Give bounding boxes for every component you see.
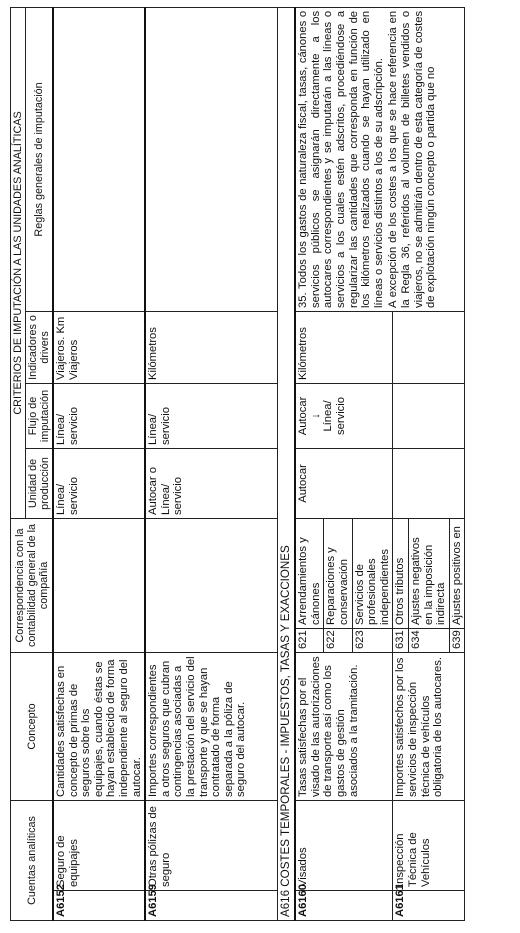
table-row-a6160 <box>295 7 324 920</box>
account-code: A6159 <box>145 891 277 921</box>
header-group-title: CRITERIOS DE IMPUTACIÓN A LAS UNIDADES ANALÍTICAS <box>11 7 26 518</box>
rotated-table-page <box>10 8 506 921</box>
concept-text: Tasas satisfechas por el visado de las autorizaciones de transporte así como los gastos de gestión asociados a la tramitación. <box>295 652 393 800</box>
header-indicadores: Indicadores o drivers <box>26 311 54 383</box>
account-name: Visados <box>295 800 393 890</box>
gl-account-number: 639 <box>449 628 465 652</box>
gl-account-number: 634 <box>409 628 450 652</box>
imputation-flow <box>295 383 393 448</box>
drivers <box>393 311 465 383</box>
account-code: A6161 <box>393 891 465 921</box>
correspondence-cell <box>145 518 277 652</box>
gl-account-number: 621 <box>295 628 324 652</box>
account-name: Otras pólizas de seguro <box>145 800 277 890</box>
concept-text: Importes correspondientes a otros seguros que cubran contingencias asociadas a la prestación del servicio del transporte y que se hayan contratado de forma separada a la póliza de seguro del autocar. <box>145 652 277 800</box>
header-reglas: Reglas generales de imputación <box>26 7 54 311</box>
header-unidad: Unidad de producción <box>26 448 54 518</box>
rule-35: 35. Todos los gastos de naturaleza fiscal, tasas, cánones o servicios públicos se asignarán directamente a los autocares correspondientes y se imputarán a las líneas o servicios a los cuales estén adscritos, procediéndose a regularizar las cantidades que corresponda en función de los kilómetros realizados cuando se hayan utilizado en líneas o servicios distintos a los de su adscripción. <box>297 10 385 308</box>
gl-account-number: 622 <box>324 628 352 652</box>
section-row-a616 <box>277 7 295 920</box>
account-name: Seguro de equipajes <box>53 800 145 890</box>
concept-text: Importes satisfechos por los servicios de inspección técnica de vehículos obligatoria de los autocares. <box>393 652 465 800</box>
imputation-flow: Línea/ servicio <box>145 383 277 448</box>
concept-text: Cantidades satisfechas en concepto de primas de seguros sobre los equipajes, cuando éstas se hayan establecido de forma independiente al seguro del autocar. <box>53 652 145 800</box>
drivers: Viajeros. Km Viajeros <box>53 311 145 383</box>
header-group-row <box>11 7 26 920</box>
drivers: Kilómetros <box>295 311 393 383</box>
production-unit: Línea/ servicio <box>53 448 145 518</box>
account-code: A6152 <box>53 891 145 921</box>
gl-account-number: 623 <box>352 628 393 652</box>
rules-cell <box>145 7 277 311</box>
production-unit: Autocar o Línea/ servicio <box>145 448 277 518</box>
table-row-a6152 <box>53 7 145 920</box>
imputation-flow: Línea/ servicio <box>53 383 145 448</box>
rules-text <box>295 7 465 311</box>
gl-account-name: Ajustes positivos en <box>449 518 465 628</box>
gl-account-name: Reparaciones y conservación <box>324 518 352 628</box>
production-unit <box>393 448 465 518</box>
header-cuentas: Cuentas analíticas <box>11 800 54 920</box>
gl-account-number: 631 <box>393 628 409 652</box>
rules-cell <box>53 7 145 311</box>
flow-to: Línea/ servicio <box>322 397 348 435</box>
flow-from: Autocar <box>297 396 310 436</box>
rule-continuation: A excepción de los costes a los que se hace referencia en la Regla 36, referidos al volumen de billetes vendidos o viajeros, no se admitirán dentro de esta categoría de costes de explotación ningún concepto o partida que no <box>387 10 438 308</box>
gl-account-name: Otros tributos <box>393 518 409 628</box>
header-concepto: Concepto <box>11 652 54 800</box>
arrow-down-icon: ↓ <box>309 413 322 419</box>
account-name: Inspección Técnica de Vehículos <box>393 800 465 890</box>
drivers: Kilómetros <box>145 311 277 383</box>
gl-account-name: Servicios de profesionales independientes <box>352 518 393 628</box>
correspondence-cell <box>53 518 145 652</box>
header-flujo: Flujo de imputación <box>26 383 54 448</box>
gl-account-name: Ajustes negativos en la imposición indirecta <box>409 518 450 628</box>
section-title: A616 COSTES TEMPORALES - IMPUESTOS, TASAS Y EXACCIONES <box>277 7 295 920</box>
account-code: A6160 <box>295 891 393 921</box>
imputation-flow <box>393 383 465 448</box>
gl-account-name: Arrendamientos y cánones <box>295 518 324 628</box>
header-correspondencia: Correspondencia con la contabilidad general de la compañía <box>11 518 54 652</box>
production-unit: Autocar <box>295 448 393 518</box>
table-row-a6159 <box>145 7 277 920</box>
imputation-criteria-table <box>10 7 465 921</box>
